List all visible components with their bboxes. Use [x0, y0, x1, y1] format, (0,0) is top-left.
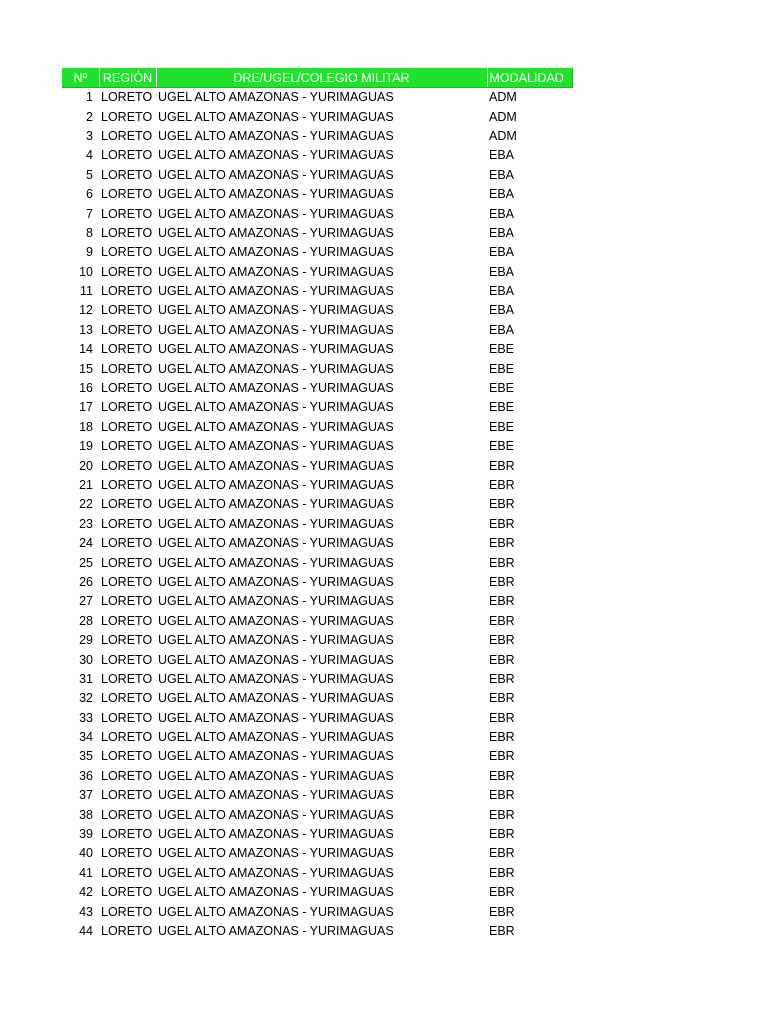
cell-n: 43: [79, 904, 93, 919]
table-row: [62, 612, 572, 631]
cell-modalidad: EBA: [489, 245, 515, 260]
cell-n: 2: [86, 109, 93, 124]
cell-n: 23: [79, 516, 93, 531]
cell-dre: UGEL ALTO AMAZONAS - YURIMAGUAS: [158, 710, 394, 725]
cell-n: 37: [79, 788, 93, 803]
cell-dre: UGEL ALTO AMAZONAS - YURIMAGUAS: [158, 555, 394, 570]
header-modalidad: MODALIDAD: [487, 68, 572, 88]
table-header: [62, 68, 572, 88]
cell-region: LORETO: [101, 497, 153, 512]
cell-n: 4: [86, 148, 93, 163]
cell-modalidad: EBR: [489, 613, 515, 628]
cell-dre: UGEL ALTO AMAZONAS - YURIMAGUAS: [158, 439, 394, 454]
table-row: [62, 127, 572, 146]
table-row: [62, 263, 572, 282]
cell-n: 12: [79, 303, 93, 318]
cell-dre: UGEL ALTO AMAZONAS - YURIMAGUAS: [158, 187, 394, 202]
header-n: Nº: [62, 68, 99, 88]
cell-modalidad: EBE: [489, 400, 515, 415]
cell-dre: UGEL ALTO AMAZONAS - YURIMAGUAS: [158, 361, 394, 376]
cell-dre: UGEL ALTO AMAZONAS - YURIMAGUAS: [158, 827, 394, 842]
cell-n: 6: [86, 187, 93, 202]
table-row: [62, 728, 572, 747]
cell-n: 18: [79, 419, 93, 434]
cell-modalidad: EBR: [489, 691, 515, 706]
cell-dre: UGEL ALTO AMAZONAS - YURIMAGUAS: [158, 128, 394, 143]
cell-dre: UGEL ALTO AMAZONAS - YURIMAGUAS: [158, 148, 394, 163]
cell-dre: UGEL ALTO AMAZONAS - YURIMAGUAS: [158, 225, 394, 240]
cell-dre: UGEL ALTO AMAZONAS - YURIMAGUAS: [158, 400, 394, 415]
table-row: [62, 573, 572, 592]
cell-region: LORETO: [101, 788, 153, 803]
cell-n: 41: [79, 865, 93, 880]
cell-n: 39: [79, 827, 93, 842]
table-row: [62, 534, 572, 553]
cell-region: LORETO: [101, 439, 153, 454]
cell-dre: UGEL ALTO AMAZONAS - YURIMAGUAS: [158, 90, 394, 105]
cell-n: 3: [86, 128, 93, 143]
cell-dre: UGEL ALTO AMAZONAS - YURIMAGUAS: [158, 342, 394, 357]
table-row: [62, 650, 572, 669]
cell-region: LORETO: [101, 807, 153, 822]
cell-n: 32: [79, 691, 93, 706]
cell-region: LORETO: [101, 516, 153, 531]
cell-region: LORETO: [101, 691, 153, 706]
cell-dre: UGEL ALTO AMAZONAS - YURIMAGUAS: [158, 109, 394, 124]
cell-modalidad: EBR: [489, 497, 515, 512]
cell-region: LORETO: [101, 865, 153, 880]
cell-modalidad: EBE: [489, 439, 515, 454]
cell-dre: UGEL ALTO AMAZONAS - YURIMAGUAS: [158, 206, 394, 221]
cell-modalidad: EBR: [489, 478, 515, 492]
cell-n: 7: [86, 206, 93, 221]
cell-n: 38: [79, 807, 93, 822]
table-row: [62, 398, 572, 417]
cell-modalidad: ADM: [489, 90, 517, 105]
header-dre: DRE/UGEL/COLEGIO MILITAR: [156, 68, 487, 88]
table-row: [62, 437, 572, 456]
cell-region: LORETO: [101, 322, 153, 337]
cell-modalidad: ADM: [489, 128, 517, 143]
table-row: [62, 243, 572, 262]
cell-dre: UGEL ALTO AMAZONAS - YURIMAGUAS: [158, 458, 394, 473]
cell-modalidad: EBR: [489, 458, 515, 473]
cell-region: LORETO: [101, 90, 153, 105]
table-row: [62, 456, 572, 475]
table-row: [62, 418, 572, 437]
cell-region: LORETO: [101, 710, 153, 725]
cell-region: LORETO: [101, 827, 153, 842]
cell-dre: UGEL ALTO AMAZONAS - YURIMAGUAS: [158, 381, 394, 396]
cell-n: 16: [79, 381, 93, 396]
cell-dre: UGEL ALTO AMAZONAS - YURIMAGUAS: [158, 788, 394, 803]
cell-n: 15: [79, 361, 93, 376]
cell-region: LORETO: [101, 613, 153, 628]
table-row: [62, 359, 572, 378]
cell-modalidad: EBA: [489, 322, 515, 337]
table-row: [62, 515, 572, 534]
cell-dre: UGEL ALTO AMAZONAS - YURIMAGUAS: [158, 613, 394, 628]
cell-dre: UGEL ALTO AMAZONAS - YURIMAGUAS: [158, 923, 394, 938]
cell-modalidad: EBA: [489, 187, 515, 202]
cell-modalidad: EBR: [489, 652, 515, 667]
cell-dre: UGEL ALTO AMAZONAS - YURIMAGUAS: [158, 691, 394, 706]
cell-n: 22: [79, 497, 93, 512]
cell-n: 8: [86, 225, 93, 240]
cell-dre: UGEL ALTO AMAZONAS - YURIMAGUAS: [158, 846, 394, 861]
table-row: [62, 670, 572, 689]
cell-n: 28: [79, 613, 93, 628]
cell-region: LORETO: [101, 381, 153, 396]
cell-dre: UGEL ALTO AMAZONAS - YURIMAGUAS: [158, 749, 394, 764]
cell-n: 40: [79, 846, 93, 861]
table-row: [62, 224, 572, 243]
cell-dre: UGEL ALTO AMAZONAS - YURIMAGUAS: [158, 652, 394, 667]
cell-region: LORETO: [101, 904, 153, 919]
cell-region: LORETO: [101, 749, 153, 764]
cell-modalidad: EBA: [489, 303, 515, 318]
cell-modalidad: ADM: [489, 109, 517, 124]
table-row: [62, 786, 572, 805]
cell-dre: UGEL ALTO AMAZONAS - YURIMAGUAS: [158, 419, 394, 434]
cell-modalidad: EBR: [489, 594, 515, 609]
cell-region: LORETO: [101, 574, 153, 589]
cell-region: LORETO: [101, 264, 153, 279]
cell-dre: UGEL ALTO AMAZONAS - YURIMAGUAS: [158, 303, 394, 318]
cell-n: 9: [86, 245, 93, 260]
cell-modalidad: EBE: [489, 419, 515, 434]
cell-region: LORETO: [101, 342, 153, 357]
cell-n: 25: [79, 555, 93, 570]
cell-dre: UGEL ALTO AMAZONAS - YURIMAGUAS: [158, 167, 394, 182]
cell-n: 10: [79, 264, 93, 279]
cell-region: LORETO: [101, 187, 153, 202]
table-row: [62, 592, 572, 611]
cell-n: 36: [79, 768, 93, 783]
cell-region: LORETO: [101, 148, 153, 163]
table-row: [62, 146, 572, 165]
cell-region: LORETO: [101, 768, 153, 783]
table-row: [62, 825, 572, 844]
cell-dre: UGEL ALTO AMAZONAS - YURIMAGUAS: [158, 478, 394, 492]
cell-modalidad: EBR: [489, 827, 515, 842]
cell-modalidad: EBA: [489, 206, 515, 221]
cell-dre: UGEL ALTO AMAZONAS - YURIMAGUAS: [158, 633, 394, 648]
cell-dre: UGEL ALTO AMAZONAS - YURIMAGUAS: [158, 594, 394, 609]
cell-modalidad: EBR: [489, 885, 515, 900]
table-row: [62, 553, 572, 572]
cell-modalidad: EBR: [489, 807, 515, 822]
cell-region: LORETO: [101, 284, 153, 299]
cell-region: LORETO: [101, 555, 153, 570]
cell-region: LORETO: [101, 303, 153, 318]
cell-modalidad: EBA: [489, 264, 515, 279]
cell-dre: UGEL ALTO AMAZONAS - YURIMAGUAS: [158, 807, 394, 822]
cell-modalidad: EBE: [489, 361, 515, 376]
cell-modalidad: EBR: [489, 555, 515, 570]
cell-modalidad: EBR: [489, 730, 515, 745]
table-row: [62, 476, 572, 495]
cell-modalidad: EBA: [489, 148, 515, 163]
cell-dre: UGEL ALTO AMAZONAS - YURIMAGUAS: [158, 865, 394, 880]
cell-region: LORETO: [101, 885, 153, 900]
cell-region: LORETO: [101, 419, 153, 434]
cell-n: 13: [79, 322, 93, 337]
cell-region: LORETO: [101, 400, 153, 415]
cell-n: 29: [79, 633, 93, 648]
cell-n: 30: [79, 652, 93, 667]
cell-modalidad: EBR: [489, 710, 515, 725]
cell-modalidad: EBA: [489, 167, 515, 182]
cell-dre: UGEL ALTO AMAZONAS - YURIMAGUAS: [158, 671, 394, 686]
cell-n: 1: [86, 90, 93, 105]
modalidad-table: [62, 68, 573, 941]
cell-modalidad: EBR: [489, 904, 515, 919]
cell-n: 20: [79, 458, 93, 473]
cell-region: LORETO: [101, 594, 153, 609]
table-row: [62, 107, 572, 126]
cell-dre: UGEL ALTO AMAZONAS - YURIMAGUAS: [158, 885, 394, 900]
cell-region: LORETO: [101, 923, 153, 938]
table-row: [62, 709, 572, 728]
cell-dre: UGEL ALTO AMAZONAS - YURIMAGUAS: [158, 497, 394, 512]
cell-modalidad: EBR: [489, 671, 515, 686]
cell-dre: UGEL ALTO AMAZONAS - YURIMAGUAS: [158, 284, 394, 299]
table-body: [62, 88, 572, 942]
table-row: [62, 204, 572, 223]
table-row: [62, 883, 572, 902]
table-row: [62, 185, 572, 204]
table-row: [62, 340, 572, 359]
table-row: [62, 805, 572, 824]
cell-dre: UGEL ALTO AMAZONAS - YURIMAGUAS: [158, 730, 394, 745]
table-row: [62, 747, 572, 766]
cell-region: LORETO: [101, 128, 153, 143]
cell-n: 17: [79, 400, 93, 415]
cell-n: 44: [79, 923, 93, 938]
cell-dre: UGEL ALTO AMAZONAS - YURIMAGUAS: [158, 516, 394, 531]
cell-region: LORETO: [101, 730, 153, 745]
cell-dre: UGEL ALTO AMAZONAS - YURIMAGUAS: [158, 245, 394, 260]
cell-n: 19: [79, 439, 93, 454]
table-row: [62, 902, 572, 921]
table-row: [62, 321, 572, 340]
cell-region: LORETO: [101, 225, 153, 240]
cell-region: LORETO: [101, 245, 153, 260]
table-row: [62, 282, 572, 301]
table-row: [62, 379, 572, 398]
cell-modalidad: EBR: [489, 923, 515, 938]
cell-n: 26: [79, 574, 93, 589]
table-row: [62, 864, 572, 883]
cell-modalidad: EBR: [489, 788, 515, 803]
table-row: [62, 88, 572, 108]
table-row: [62, 495, 572, 514]
cell-n: 35: [79, 749, 93, 764]
header-row: [62, 68, 572, 88]
cell-region: LORETO: [101, 361, 153, 376]
cell-n: 31: [79, 671, 93, 686]
table-row: [62, 166, 572, 185]
header-region: REGIÓN: [99, 68, 156, 88]
table-row: [62, 631, 572, 650]
cell-region: LORETO: [101, 633, 153, 648]
cell-n: 27: [79, 594, 93, 609]
cell-n: 33: [79, 710, 93, 725]
table-row: [62, 844, 572, 863]
table-row: [62, 301, 572, 320]
cell-region: LORETO: [101, 536, 153, 551]
cell-region: LORETO: [101, 458, 153, 473]
cell-region: LORETO: [101, 109, 153, 124]
cell-modalidad: EBR: [489, 574, 515, 589]
cell-n: 11: [80, 284, 93, 299]
table-row: [62, 689, 572, 708]
cell-region: LORETO: [101, 167, 153, 182]
cell-n: 42: [79, 885, 93, 900]
cell-modalidad: EBE: [489, 342, 515, 357]
cell-dre: UGEL ALTO AMAZONAS - YURIMAGUAS: [158, 904, 394, 919]
cell-modalidad: EBR: [489, 536, 515, 551]
cell-modalidad: EBE: [489, 381, 515, 396]
cell-dre: UGEL ALTO AMAZONAS - YURIMAGUAS: [158, 536, 394, 551]
cell-modalidad: EBR: [489, 516, 515, 531]
cell-n: 5: [86, 167, 93, 182]
cell-dre: UGEL ALTO AMAZONAS - YURIMAGUAS: [158, 322, 394, 337]
cell-dre: UGEL ALTO AMAZONAS - YURIMAGUAS: [158, 264, 394, 279]
cell-modalidad: EBR: [489, 865, 515, 880]
cell-region: LORETO: [101, 846, 153, 861]
cell-n: 14: [79, 342, 93, 357]
cell-modalidad: EBA: [489, 225, 515, 240]
cell-region: LORETO: [101, 671, 153, 686]
cell-modalidad: EBA: [489, 284, 515, 299]
cell-n: 21: [79, 478, 93, 492]
cell-n: 24: [79, 536, 93, 551]
cell-region: LORETO: [101, 478, 153, 492]
cell-modalidad: EBR: [489, 633, 515, 648]
cell-dre: UGEL ALTO AMAZONAS - YURIMAGUAS: [158, 768, 394, 783]
cell-modalidad: EBR: [489, 768, 515, 783]
cell-region: LORETO: [101, 652, 153, 667]
table-row: [62, 767, 572, 786]
cell-modalidad: EBR: [489, 749, 515, 764]
cell-dre: UGEL ALTO AMAZONAS - YURIMAGUAS: [158, 574, 394, 589]
cell-n: 34: [79, 730, 93, 745]
cell-region: LORETO: [101, 206, 153, 221]
cell-modalidad: EBR: [489, 846, 515, 861]
table-row: [62, 922, 572, 941]
